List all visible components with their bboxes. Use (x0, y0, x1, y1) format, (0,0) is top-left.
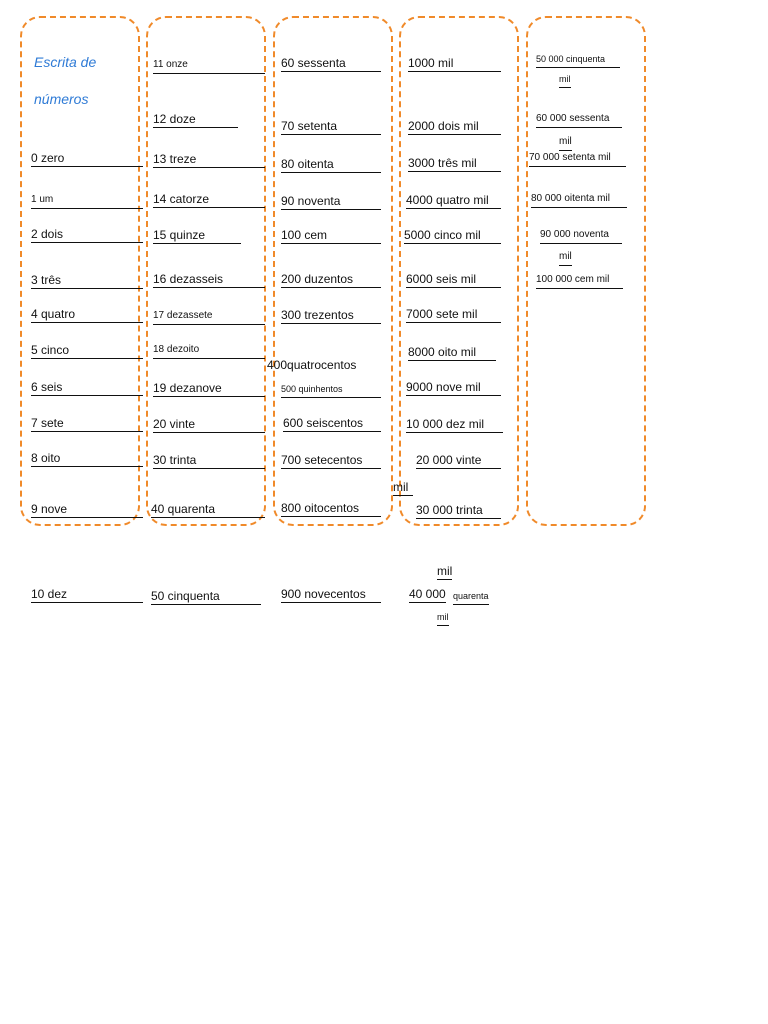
column-box-2 (146, 16, 266, 526)
number-entry: 400quatrocentos (267, 358, 357, 372)
number-entry: 20 vinte (153, 417, 265, 433)
number-entry: 12 doze (153, 112, 238, 128)
number-entry: mil (559, 250, 572, 266)
number-entry: 3000 três mil (408, 156, 501, 172)
number-entry: 100 000 cem mil (536, 273, 623, 289)
number-entry: 14 catorze (153, 192, 265, 208)
title-line-1: Escrita de (34, 54, 97, 70)
number-entry: 600 seiscentos (283, 416, 381, 432)
number-entry: 9 nove (31, 502, 143, 518)
number-entry: 2 dois (31, 227, 143, 243)
number-entry: 1000 mil (408, 56, 501, 72)
number-entry: 700 setecentos (281, 453, 381, 469)
number-entry: 90 000 noventa (540, 228, 622, 244)
number-entry: mil (559, 135, 572, 151)
title-line-2: números (34, 91, 89, 107)
number-entry: 60 sessenta (281, 56, 381, 72)
number-entry: 500 quinhentos (281, 382, 381, 398)
number-entry: mil (393, 480, 413, 496)
number-entry: 13 treze (153, 152, 265, 168)
number-entry: 1 um (31, 193, 143, 209)
number-entry: 7000 sete mil (406, 307, 501, 323)
number-entry: 15 quinze (153, 228, 241, 244)
number-entry: 5000 cinco mil (404, 228, 501, 244)
number-entry: 90 noventa (281, 194, 381, 210)
number-entry: 4 quatro (31, 307, 143, 323)
number-entry: 16 dezasseis (153, 272, 265, 288)
number-entry: 70 000 setenta mil (529, 151, 626, 167)
number-entry: 18 dezoito (153, 343, 265, 359)
number-entry: 3 três (31, 273, 143, 289)
number-entry: mil (559, 72, 571, 88)
number-entry: 0 zero (31, 151, 143, 167)
number-entry: quarenta (453, 589, 489, 605)
number-entry: 11 onze (153, 58, 265, 74)
number-entry: 6000 seis mil (406, 272, 501, 288)
number-entry: 20 000 vinte (416, 453, 501, 469)
number-entry: 40 quarenta (151, 502, 265, 518)
number-entry: 10 dez (31, 587, 143, 603)
number-entry: 50 cinquenta (151, 589, 261, 605)
number-entry: 900 novecentos (281, 587, 381, 603)
number-entry: 60 000 sessenta (536, 112, 622, 128)
number-entry: 100 cem (281, 228, 381, 244)
number-entry: 300 trezentos (281, 308, 381, 324)
number-entry: 200 duzentos (281, 272, 381, 288)
column-box-3 (273, 16, 393, 526)
number-entry: mil (437, 610, 449, 626)
number-entry: 50 000 cinquenta (536, 52, 620, 68)
column-box-4 (399, 16, 519, 526)
number-entry: 8 oito (31, 451, 143, 467)
number-entry: 8000 oito mil (408, 345, 496, 361)
number-entry: 9000 nove mil (406, 380, 501, 396)
number-entry: 7 sete (31, 416, 143, 432)
number-entry: 4000 quatro mil (406, 193, 501, 209)
number-entry: 17 dezassete (153, 309, 265, 325)
number-entry: 10 000 dez mil (406, 417, 503, 433)
number-entry: mil (437, 564, 453, 578)
number-entry: 70 setenta (281, 119, 381, 135)
number-entry: 80 000 oitenta mil (531, 192, 627, 208)
number-entry: 800 oitocentos (281, 501, 381, 517)
number-entry: 6 seis (31, 380, 143, 396)
column-box-5 (526, 16, 646, 526)
number-entry: 40 000 (409, 587, 446, 601)
number-entry: 80 oitenta (281, 157, 381, 173)
number-entry: 5 cinco (31, 343, 143, 359)
number-entry: 30 trinta (153, 453, 265, 469)
number-entry: 30 000 trinta (416, 503, 501, 519)
number-entry: 19 dezanove (153, 381, 265, 397)
number-entry: 2000 dois mil (408, 119, 501, 135)
